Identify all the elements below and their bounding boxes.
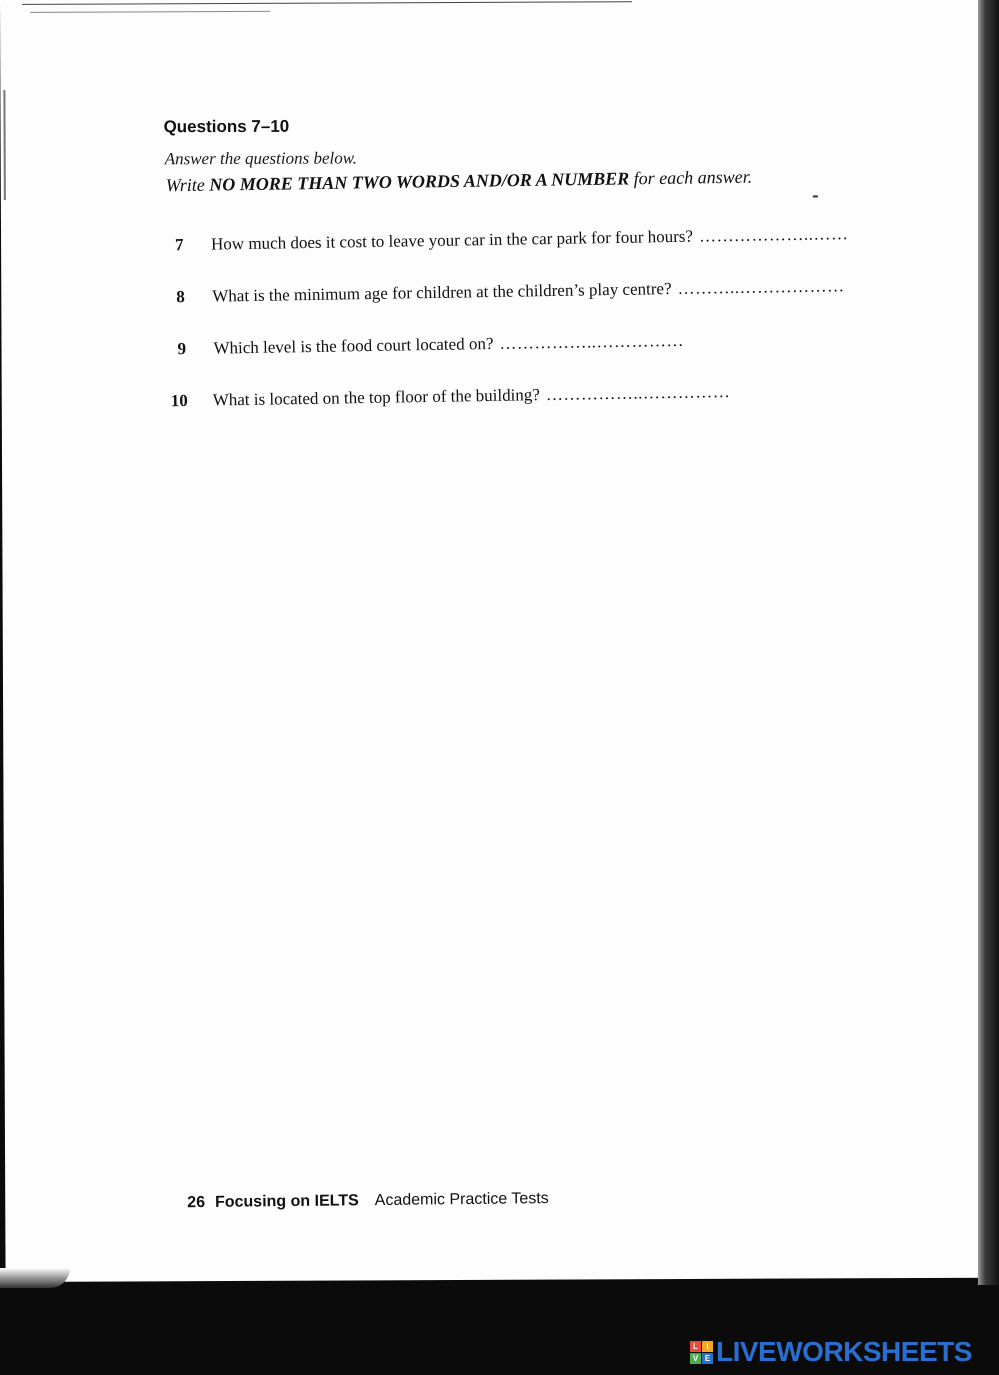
logo-letter: I	[702, 1341, 713, 1352]
logo-letter: V	[690, 1353, 701, 1364]
question-item	[171, 382, 731, 411]
instruction-emphasis: NO MORE THAN TWO WORDS AND/OR A NUMBER	[209, 168, 630, 195]
page-edge-shadow	[978, 0, 999, 1285]
book-subtitle: Academic Practice Tests	[374, 1190, 549, 1210]
top-rule-secondary	[30, 11, 270, 13]
answer-blank[interactable]: ………………..……	[698, 224, 849, 246]
watermark-text: LIVEWORKSHEETS	[716, 1336, 972, 1367]
page-number: 26	[187, 1193, 206, 1212]
question-item	[176, 276, 845, 307]
page-curl	[0, 1268, 70, 1288]
book-title: Focusing on IELTS	[214, 1192, 359, 1211]
question-number: 8	[176, 287, 185, 307]
top-rule	[22, 1, 632, 5]
left-page-edge	[3, 90, 5, 200]
logo-letter: L	[690, 1341, 701, 1352]
question-text: What is the minimum age for children at the children’s play centre?	[212, 279, 672, 306]
stray-mark	[813, 195, 818, 197]
question-text: What is located on the top floor of the building?	[212, 385, 541, 410]
question-number: 7	[174, 235, 184, 255]
instruction-suffix: for each answer.	[629, 166, 753, 189]
logo-letter: E	[702, 1353, 713, 1364]
question-item	[177, 331, 684, 359]
page-footer	[187, 1190, 549, 1212]
question-number: 10	[170, 390, 188, 411]
question-number: 9	[177, 339, 187, 359]
question-text: Which level is the food court located on?	[213, 333, 494, 358]
question-item	[175, 224, 849, 255]
instruction-line-1: Answer the questions below.	[164, 148, 358, 169]
liveworksheets-watermark	[690, 1336, 972, 1368]
liveworksheets-logo-icon	[690, 1341, 713, 1364]
instruction-line-2	[166, 167, 753, 197]
answer-blank[interactable]: ……………..……………	[499, 330, 685, 353]
answer-blank[interactable]: ………..………………	[677, 276, 845, 298]
answer-blank[interactable]: ……………..……………	[545, 381, 731, 405]
questions-heading: Questions 7–10	[163, 116, 290, 137]
instruction-prefix: Write	[165, 174, 210, 196]
question-text: How much does it cost to leave your car in the car park for four hours?	[210, 226, 694, 254]
